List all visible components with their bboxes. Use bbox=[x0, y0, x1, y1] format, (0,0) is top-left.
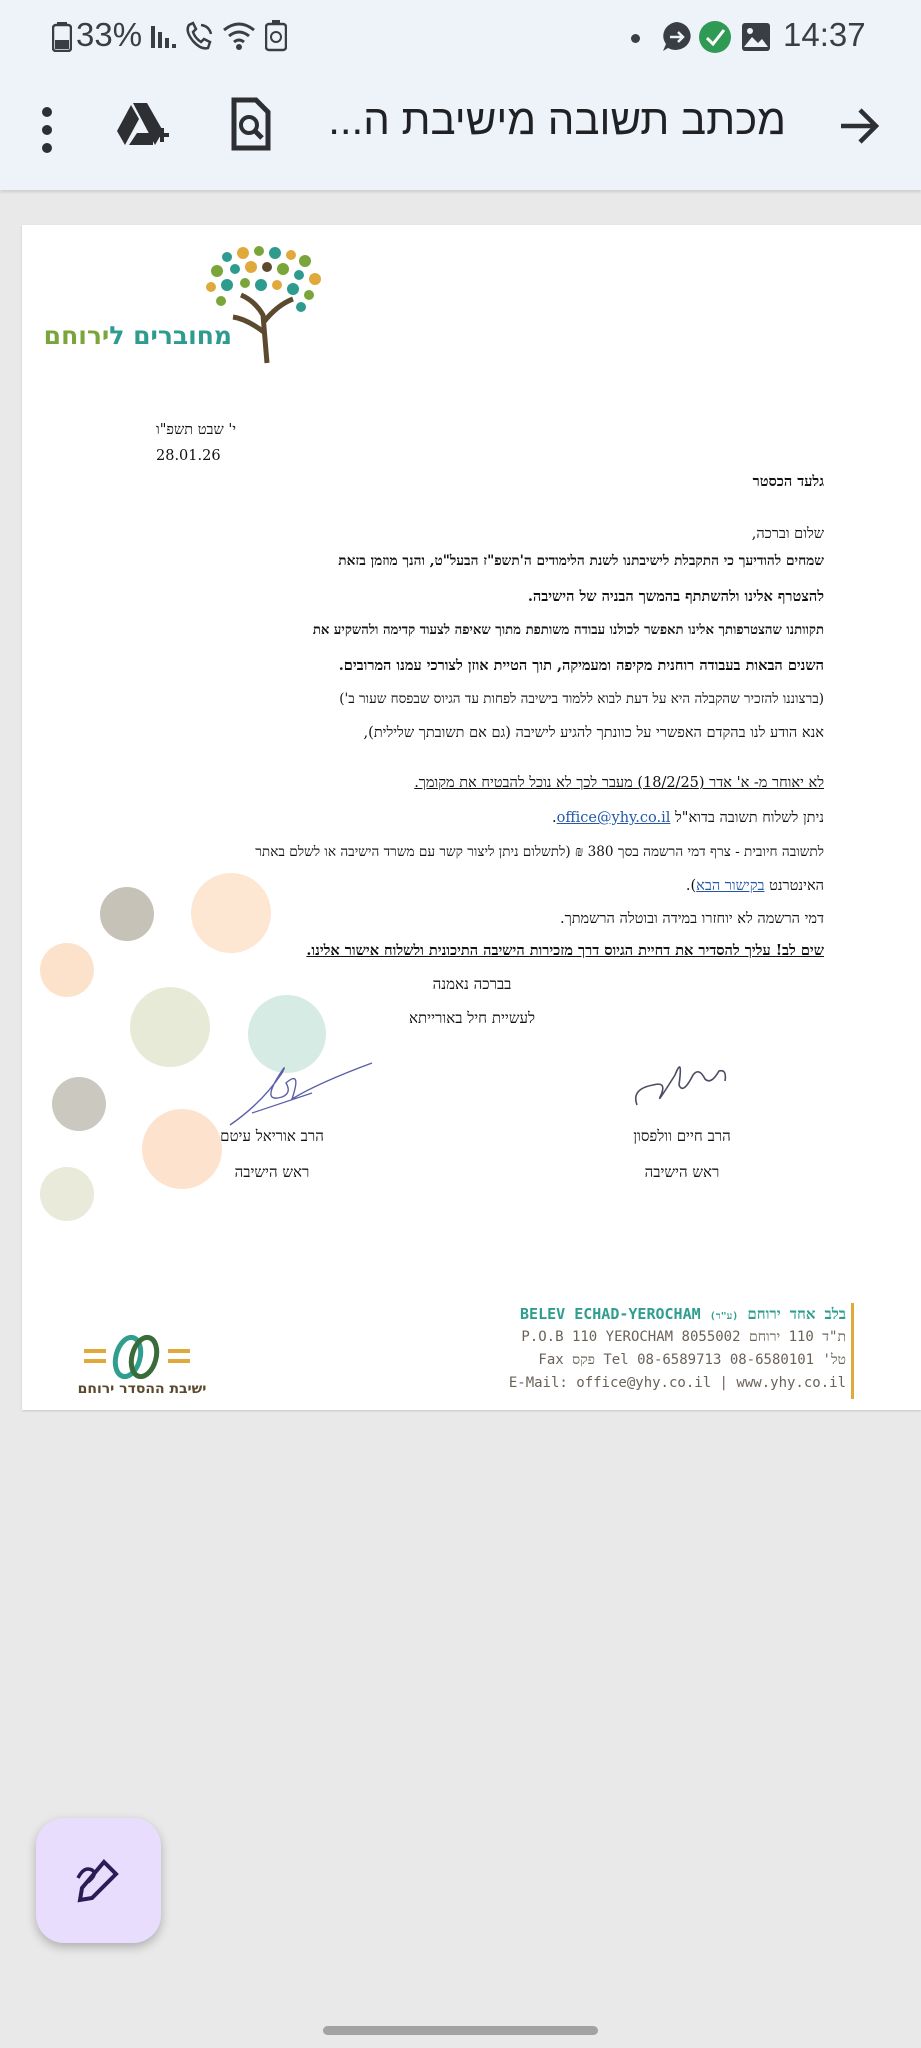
refund-text: דמי הרשמה לא יוחזרו במידה ובוטלה הרשמתך. bbox=[559, 911, 824, 927]
app-bar bbox=[0, 72, 921, 190]
date: 28.01.26 bbox=[156, 448, 221, 464]
fee-line-2: האינטרנט בקישור הבא). bbox=[685, 878, 824, 894]
signal-icon bbox=[150, 24, 178, 50]
notification-dot-icon bbox=[631, 34, 640, 43]
closing-blessing: בברכה נאמנה bbox=[432, 975, 512, 993]
back-arrow-icon[interactable] bbox=[838, 105, 880, 147]
yeshiva-name: ישיבת ההסדר ירוחם bbox=[77, 1381, 207, 1397]
footer-address: ת"ד 110 ירוחם 8055002 P.O.B 110 YEROCHAM bbox=[521, 1329, 846, 1345]
greeting: שלום וברכה, bbox=[751, 526, 824, 542]
document-title: מכתב תשובה מישיבת ה... bbox=[328, 96, 786, 143]
edit-fab-button[interactable] bbox=[36, 1818, 161, 1943]
footer-divider bbox=[851, 1303, 854, 1399]
draw-edit-icon bbox=[74, 1856, 124, 1906]
paragraph-2-line-2: השנים הבאות בעבודה רוחנית מקיפה ומעמיקה, תוך הטיית אוזן לצורכי עמנו המרובים. bbox=[338, 657, 824, 674]
wifi-call-icon bbox=[183, 21, 215, 53]
battery-icon bbox=[52, 22, 72, 52]
check-app-icon bbox=[698, 20, 732, 54]
yeshiva-logo-icon bbox=[82, 1333, 192, 1379]
email-link[interactable]: office@yhy.co.il bbox=[556, 810, 671, 826]
payment-link[interactable]: בקישור הבא bbox=[696, 878, 765, 894]
attention-text: שים לב! עליך להסדיר את דחיית הגיוס דרך מזכירות הישיבה התיכונית ולשלוח אישור אלינו. bbox=[306, 942, 824, 959]
recipient-name: גלעד הכסטר bbox=[752, 473, 824, 490]
email-line: ניתן לשלוח תשובה בדוא"ל office@yhy.co.il. bbox=[552, 810, 824, 826]
home-indicator[interactable] bbox=[323, 2026, 598, 2035]
deadline-text: לא יאוחר מ- א' אדר (18/2/25) מעבר לכך לא נוכל להבטיח את מקומך. bbox=[414, 775, 824, 791]
gallery-icon bbox=[741, 22, 771, 52]
signer-left-name: הרב אוריאל עיטם bbox=[220, 1127, 324, 1145]
notify-text: אנא הודע לנו בהקדם האפשרי על כוונתך להגיע לישיבה (גם אם תשובתך שלילית), bbox=[363, 725, 824, 741]
messenger-icon bbox=[660, 20, 694, 54]
fee-line-1: לתשובה חיובית - צרף דמי הרשמה בסך 380 ₪ (לתשלום ניתן ליצור קשר עם משרד הישיבה או לשלם באתר bbox=[255, 844, 824, 860]
paragraph-1-line-2: להצטרף אלינו ולהשתתף בהמשך הבניה של הישיבה. bbox=[527, 588, 824, 605]
clock: 14:37 bbox=[783, 16, 866, 53]
paragraph-1-line-1: שמחים להודיעך כי התקבלת לישיבתנו לשנת הלימודים ה'תשפ"ז הבעל"ט, והנך מוזמן בזאת bbox=[338, 553, 824, 569]
signer-right-title: ראש הישיבה bbox=[644, 1163, 720, 1181]
closing-wish: לעשיית חיל באורייתא bbox=[409, 1009, 535, 1027]
paragraph-2-line-1: תקוותנו שהצטרפותך אלינו תאפשר לכולנו עבודה משותפת מתוך שאיפה לצעוד קדימה ולהשקיע את bbox=[312, 623, 824, 638]
signature-left bbox=[222, 1053, 382, 1133]
signature-right bbox=[627, 1045, 737, 1115]
logo-text: מחוברים לירוחם bbox=[43, 321, 232, 350]
document-page[interactable] bbox=[22, 225, 921, 1410]
add-to-drive-icon[interactable] bbox=[115, 99, 171, 149]
footer-brand: בלב אחד ירוחם (ע"ר) BELEV ECHAD-YEROCHAM bbox=[520, 1305, 846, 1323]
footer-phone: טל' 08-6580101 Tel 08-6589713 פקס Fax bbox=[538, 1352, 846, 1368]
recycle-notification-icon bbox=[265, 20, 287, 52]
footer-contact: E-Mail: office@yhy.co.il | www.yhy.co.il bbox=[508, 1375, 846, 1391]
wifi-icon bbox=[222, 20, 256, 52]
hebrew-date: י' שבט תשפ"ו bbox=[156, 422, 237, 438]
more-vert-icon[interactable] bbox=[35, 102, 59, 158]
status-bar bbox=[0, 0, 921, 72]
signer-left-title: ראש הישיבה bbox=[234, 1163, 310, 1181]
battery-percent: 33% bbox=[76, 16, 143, 53]
reminder-text: (ברצוננו להזכיר שהקבלה היא על דעת לבוא ללמוד בישיבה לפחות עד הגיוס שבפסח שעור ב') bbox=[339, 691, 824, 707]
signer-right-name: הרב חיים וולפסון bbox=[633, 1127, 731, 1145]
